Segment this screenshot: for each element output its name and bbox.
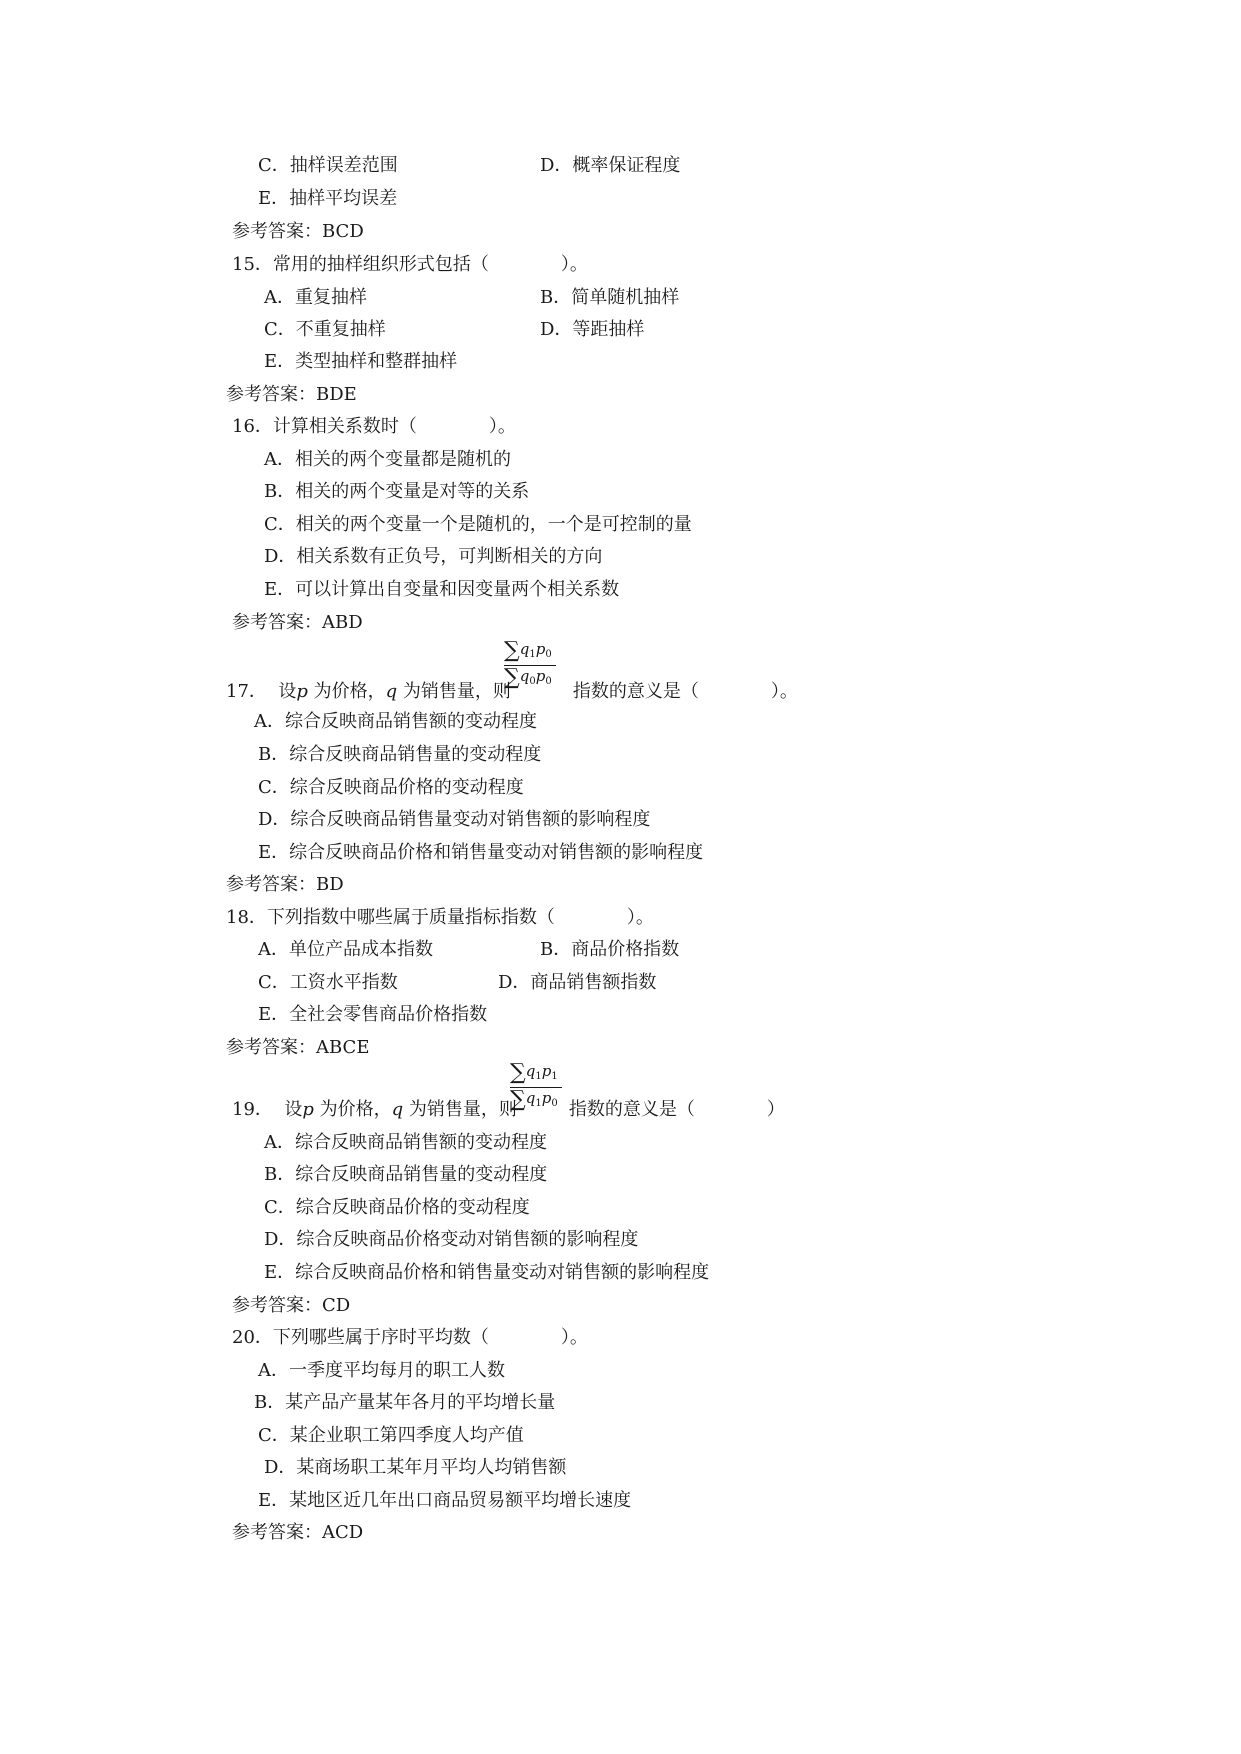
q17-option-d: D．综合反映商品销售量变动对销售额的影响程度	[258, 809, 651, 830]
q17-denominator-sigma: ∑	[504, 665, 520, 690]
q20-answer: 参考答案：ACD	[232, 1522, 364, 1543]
q19-stem-part4: 指数的意义是（ ）	[568, 1099, 785, 1120]
q17-numerator-q: q	[519, 640, 530, 658]
q17-denominator-p: p	[535, 667, 546, 685]
q17-var-p: p	[296, 681, 308, 702]
q19-numerator-q-sub: 1	[535, 1071, 542, 1082]
q17-numerator-p: p	[535, 640, 546, 658]
q20-option-a: A．一季度平均每月的职工人数	[258, 1360, 505, 1381]
q17-stem-part1: 设	[278, 681, 297, 702]
q17-numerator-sigma: ∑	[504, 638, 520, 663]
q19-stem-part1: 设	[284, 1099, 303, 1120]
q17-stem-part2: 为价格，	[313, 681, 386, 702]
q16-option-c: C．相关的两个变量一个是随机的，一个是可控制的量	[264, 514, 692, 535]
q19-answer: 参考答案：CD	[232, 1295, 351, 1316]
q19-option-a: A．综合反映商品销售额的变动程度	[264, 1132, 547, 1153]
q17-answer: 参考答案：BD	[226, 874, 344, 895]
q17-numerator-q-sub: 1	[529, 649, 536, 660]
q15-option-c: C．不重复抽样	[264, 319, 386, 340]
q18-stem: 18．下列指数中哪些属于质量指标指数（ ）。	[226, 907, 654, 928]
q15-answer: 参考答案：BDE	[226, 384, 357, 405]
q17-option-a: A．综合反映商品销售额的变动程度	[254, 711, 537, 732]
q16-option-a: A．相关的两个变量都是随机的	[264, 449, 511, 470]
q19-option-b: B．综合反映商品销售量的变动程度	[264, 1164, 548, 1185]
q20-option-e: E．某地区近几年出口商品贸易额平均增长速度	[258, 1490, 632, 1511]
q17-option-c: C．综合反映商品价格的变动程度	[258, 777, 524, 798]
q19-numerator-q: q	[525, 1062, 536, 1080]
q17-denominator-q: q	[519, 667, 530, 685]
q19-option-c: C．综合反映商品价格的变动程度	[264, 1197, 530, 1218]
q17-stem-part4: 指数的意义是（ ）。	[572, 681, 798, 702]
q14-option-e: E．抽样平均误差	[258, 188, 398, 209]
q15-option-e: E．类型抽样和整群抽样	[264, 351, 458, 372]
q19-denominator-q: q	[525, 1089, 536, 1107]
q18-answer: 参考答案：ABCE	[226, 1037, 370, 1058]
q19-var-q: q	[391, 1099, 404, 1120]
q16-answer: 参考答案：ABD	[232, 612, 363, 633]
q20-option-d: D．某商场职工某年月平均人均销售额	[264, 1457, 567, 1478]
q18-option-b: B．商品价格指数	[540, 939, 680, 960]
q17-stem	[226, 680, 798, 704]
q19-stem-part3: 为销售量，则	[408, 1099, 517, 1120]
q17-denominator-p-sub: 0	[545, 676, 552, 687]
q20-option-b: B．某产品产量某年各月的平均增长量	[254, 1392, 556, 1413]
q19-number: 19．	[232, 1099, 273, 1120]
q19-denominator-p-sub: 0	[551, 1098, 558, 1109]
q18-option-d: D．商品销售额指数	[498, 972, 657, 993]
q17-stem-part3: 为销售量，则	[402, 681, 511, 702]
q16-option-e: E．可以计算出自变量和因变量两个相关系数	[264, 579, 620, 600]
q19-option-d: D．综合反映商品价格变动对销售额的影响程度	[264, 1229, 639, 1250]
q15-option-b: B．简单随机抽样	[540, 287, 680, 308]
q15-option-d: D．等距抽样	[540, 319, 645, 340]
q18-option-a: A．单位产品成本指数	[258, 939, 433, 960]
q17-option-e: E．综合反映商品价格和销售量变动对销售额的影响程度	[258, 842, 704, 863]
q19-var-p: p	[302, 1099, 314, 1120]
q19-formula-numerator	[510, 1062, 562, 1087]
q14-answer: 参考答案：BCD	[232, 221, 364, 242]
q19-denominator-sigma: ∑	[510, 1087, 526, 1112]
q17-var-q: q	[385, 681, 398, 702]
q20-option-c: C．某企业职工第四季度人均产值	[258, 1425, 524, 1446]
q19-numerator-p-sub: 1	[551, 1071, 558, 1082]
q19-stem	[232, 1098, 785, 1122]
q19-numerator-sigma: ∑	[510, 1060, 526, 1085]
q16-option-b: B．相关的两个变量是对等的关系	[264, 481, 530, 502]
q20-stem: 20．下列哪些属于序时平均数（ ）。	[232, 1327, 588, 1348]
q15-stem: 15．常用的抽样组织形式包括（ ）。	[232, 254, 588, 275]
q17-denominator-q-sub: 0	[529, 676, 536, 687]
q19-option-e: E．综合反映商品价格和销售量变动对销售额的影响程度	[264, 1262, 710, 1283]
q19-numerator-p: p	[541, 1062, 552, 1080]
q14-option-c: C．抽样误差范围	[258, 155, 398, 176]
q19-denominator-q-sub: 1	[535, 1098, 542, 1109]
q14-option-d: D．概率保证程度	[540, 155, 681, 176]
q18-option-c: C．工资水平指数	[258, 972, 398, 993]
q17-formula-numerator	[504, 640, 556, 665]
q17-number: 17．	[226, 681, 267, 702]
q19-stem-part2: 为价格，	[319, 1099, 392, 1120]
q19-denominator-p: p	[541, 1089, 552, 1107]
q16-option-d: D．相关系数有正负号，可判断相关的方向	[264, 546, 603, 567]
q15-option-a: A．重复抽样	[264, 287, 367, 308]
q16-stem: 16．计算相关系数时（ ）。	[232, 416, 516, 437]
q17-numerator-p-sub: 0	[545, 649, 552, 660]
q18-option-e: E．全社会零售商品价格指数	[258, 1004, 488, 1025]
q17-option-b: B．综合反映商品销售量的变动程度	[258, 744, 542, 765]
